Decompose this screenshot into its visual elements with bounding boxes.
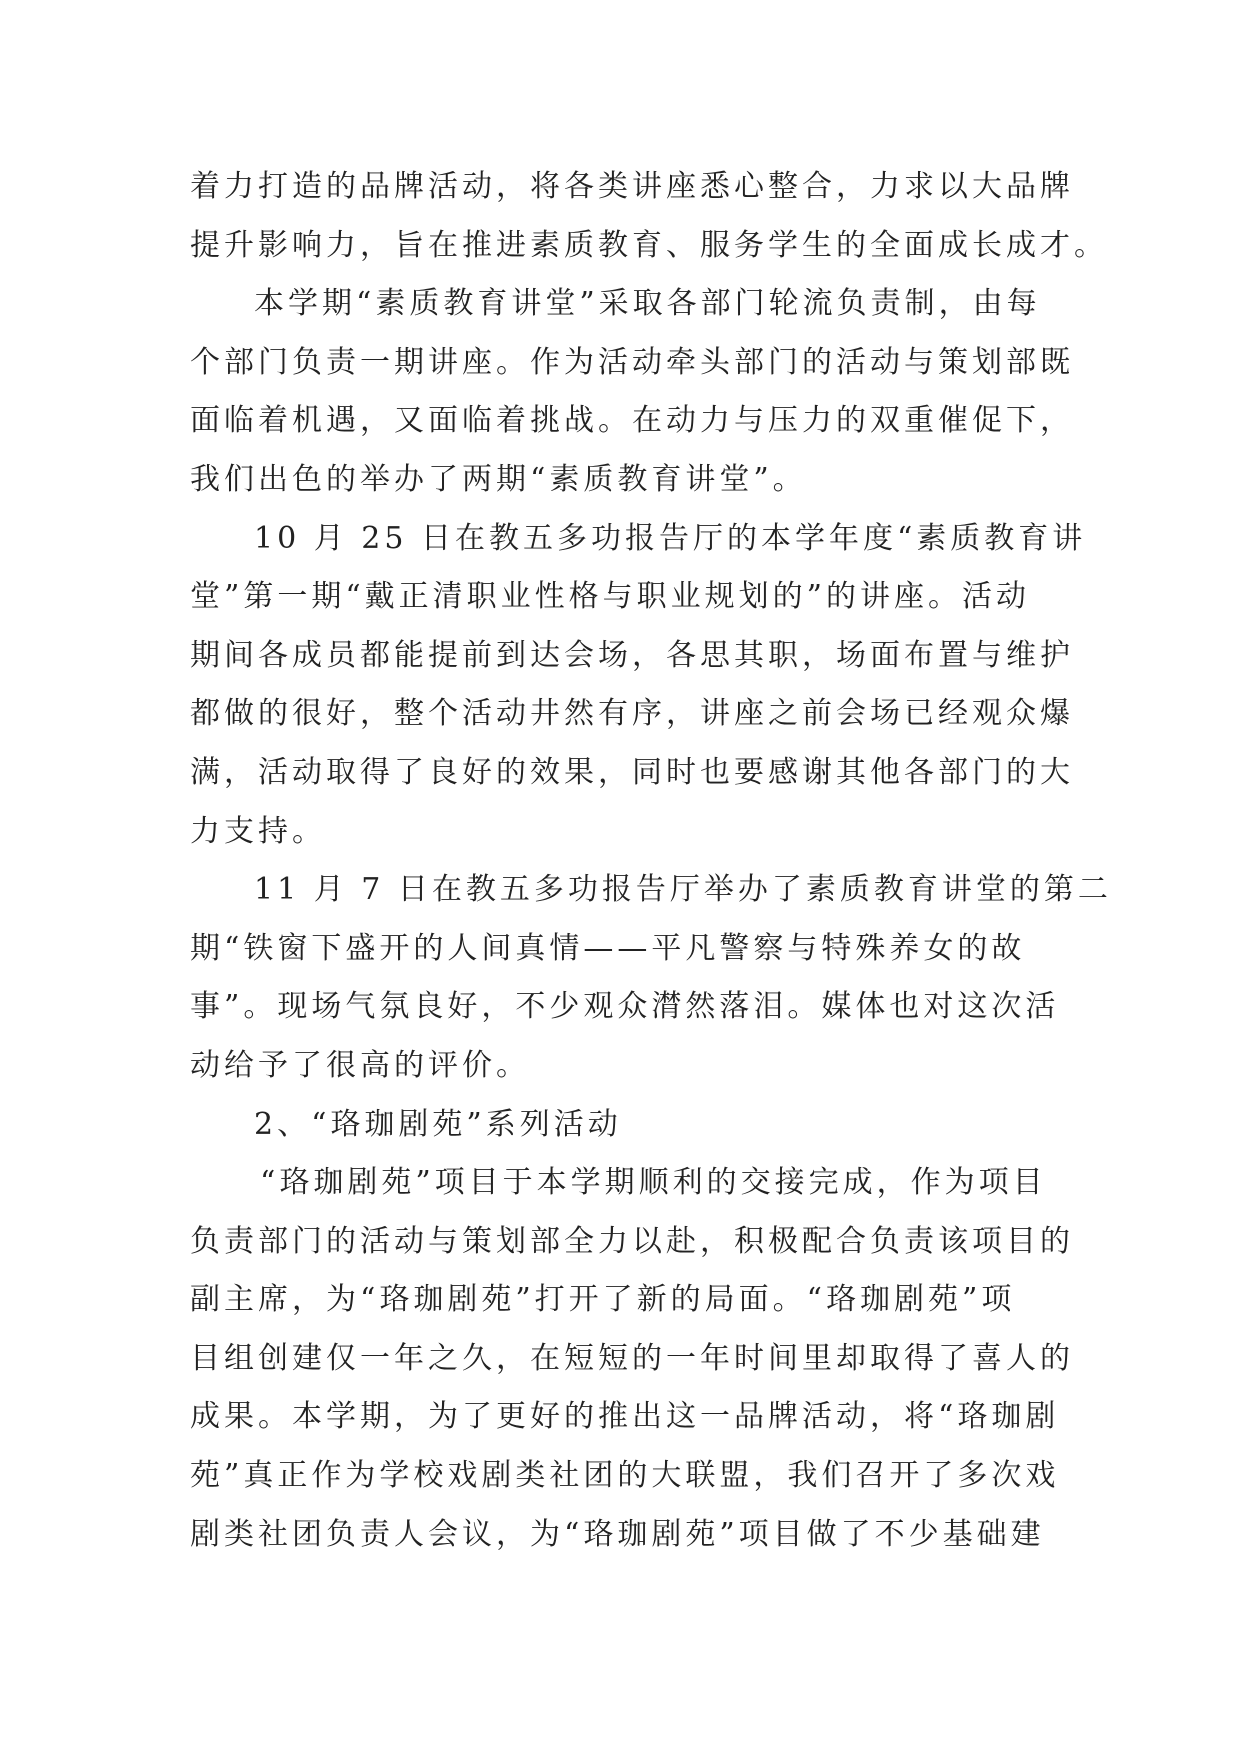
text-line: 11 月 7 日在教五多功报告厅举办了素质教育讲堂的第二 bbox=[254, 872, 1112, 908]
text-line: 剧类社团负责人会议，为“珞珈剧苑”项目做了不少基础建 bbox=[190, 1516, 1045, 1552]
text-line: 我们出色的举办了两期“素质教育讲堂”。 bbox=[190, 461, 807, 497]
text-line: 目组创建仅一年之久，在短短的一年时间里却取得了喜人的 bbox=[190, 1340, 1074, 1376]
text-line: 期间各成员都能提前到达会场，各思其职，场面布置与维护 bbox=[190, 637, 1074, 673]
text-line: 堂”第一期“戴正清职业性格与职业规划的”的讲座。活动 bbox=[190, 579, 1031, 615]
text-line: 10 月 25 日在教五多功报告厅的本学年度“素质教育讲 bbox=[254, 520, 1087, 556]
text-line: 负责部门的活动与策划部全力以赴，积极配合负责该项目的 bbox=[190, 1223, 1074, 1259]
document-body bbox=[190, 158, 1112, 1564]
text-line: 提升影响力，旨在推进素质教育、服务学生的全面成长成才。 bbox=[190, 227, 1108, 263]
text-line: 都做的很好，整个活动井然有序，讲座之前会场已经观众爆 bbox=[190, 696, 1074, 732]
text-line: 满，活动取得了良好的效果，同时也要感谢其他各部门的大 bbox=[190, 754, 1074, 790]
text-line: 力支持。 bbox=[190, 813, 326, 849]
text-line: 苑”真正作为学校戏剧类社团的大联盟，我们召开了多次戏 bbox=[190, 1458, 1060, 1494]
text-line: 面临着机遇，又面临着挑战。在动力与压力的双重催促下， bbox=[190, 403, 1074, 439]
text-line: 本学期“素质教育讲堂”采取各部门轮流负责制，由每 bbox=[254, 286, 1041, 322]
text-line: 事”。现场气氛良好，不少观众潸然落泪。媒体也对这次活 bbox=[190, 989, 1060, 1025]
text-line: 副主席，为“珞珈剧苑”打开了新的局面。“珞珈剧苑”项 bbox=[190, 1282, 1016, 1318]
text-line: 个部门负责一期讲座。作为活动牵头部门的活动与策划部既 bbox=[190, 344, 1074, 380]
text-line: 期“铁窗下盛开的人间真情——平凡警察与特殊养女的故 bbox=[190, 930, 1026, 966]
text-line: 着力打造的品牌活动，将各类讲座悉心整合，力求以大品牌 bbox=[190, 169, 1074, 204]
text-line: 成果。本学期，为了更好的推出这一品牌活动，将“珞珈剧 bbox=[190, 1399, 1060, 1435]
section-heading: 2、“珞珈剧苑”系列活动 bbox=[254, 1106, 622, 1142]
text-line: “珞珈剧苑”项目于本学期顺利的交接完成，作为项目 bbox=[260, 1165, 1047, 1201]
text-line: 动给予了很高的评价。 bbox=[190, 1047, 530, 1083]
